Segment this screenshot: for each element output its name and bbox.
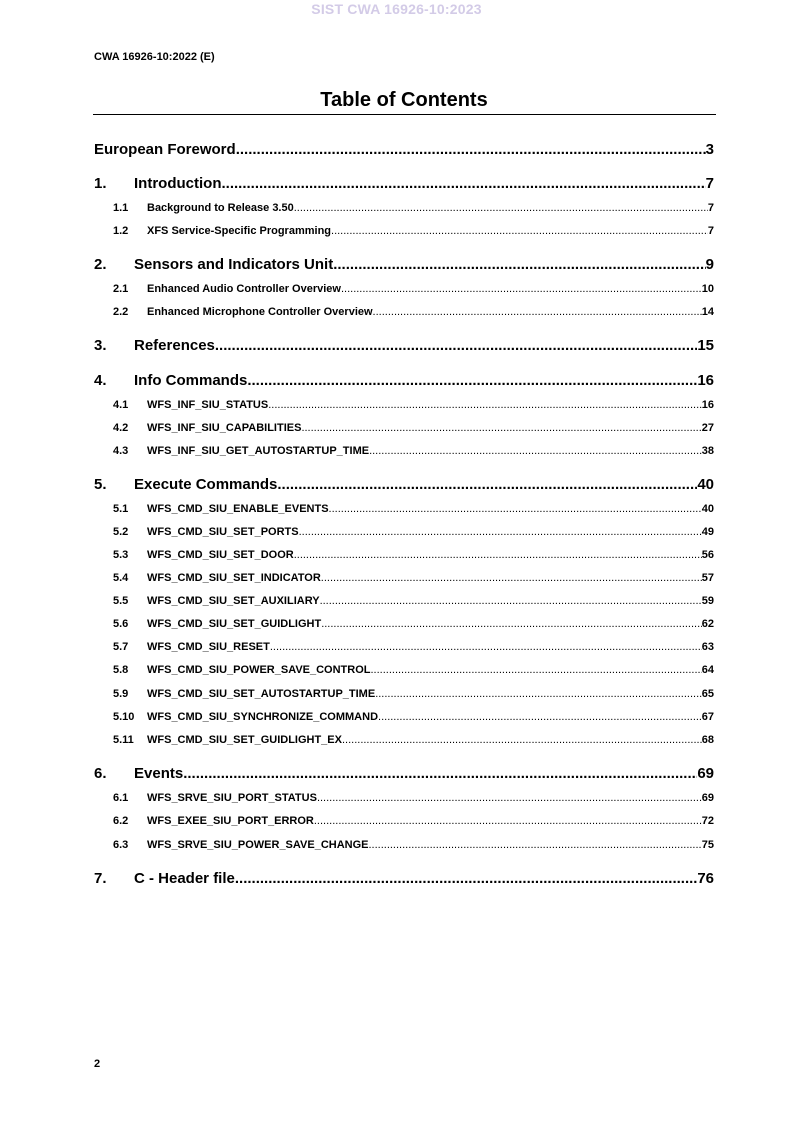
toc-entry[interactable] [94, 201, 714, 215]
toc-entry-number: 6. [94, 765, 107, 782]
toc-entry-number: 4. [94, 372, 107, 389]
dot-leader [294, 201, 708, 215]
toc-entry-number: 5.4 [113, 572, 129, 584]
toc-entry-label: WFS_CMD_SIU_SET_GUIDLIGHT [147, 618, 322, 630]
toc-entry[interactable] [94, 421, 714, 435]
toc-entry-label: WFS_CMD_SIU_SET_INDICATOR [147, 572, 321, 584]
toc-entry[interactable] [94, 765, 714, 783]
toc-entry-number: 4.2 [113, 422, 129, 434]
toc-entry-page: 7 [707, 202, 714, 214]
toc-entry-number: 5.1 [113, 503, 129, 515]
toc-entry[interactable] [94, 502, 714, 516]
toc-entry-label: WFS_CMD_SIU_SET_GUIDLIGHT_EX [147, 734, 342, 746]
dot-leader [314, 814, 702, 828]
toc-entry-number: 6.2 [113, 815, 129, 827]
toc-entry-page: 38 [701, 445, 714, 457]
toc-entry-number: 5.10 [113, 711, 135, 723]
toc-entry[interactable] [94, 398, 714, 412]
dot-leader [215, 337, 697, 355]
toc-entry-page: 62 [701, 618, 714, 630]
toc-entry[interactable] [94, 594, 714, 608]
document-reference: CWA 16926-10:2022 (E) [94, 51, 215, 63]
toc-entry-label: WFS_CMD_SIU_SET_PORTS [147, 526, 299, 538]
toc-entry[interactable] [94, 710, 714, 724]
toc-entry[interactable] [94, 640, 714, 654]
dot-leader [221, 175, 705, 193]
toc-entry[interactable] [94, 838, 714, 852]
toc-entry-page: 14 [701, 306, 714, 318]
toc-entry[interactable] [94, 305, 714, 319]
toc-entry-number: 5.11 [113, 734, 134, 746]
toc-entry-number: 5. [94, 476, 107, 493]
toc-entry-label: WFS_INF_SIU_STATUS [147, 399, 269, 411]
dot-leader [369, 444, 702, 458]
toc-entry-page: 75 [701, 839, 714, 851]
toc-entry[interactable] [94, 617, 714, 631]
dot-leader [333, 256, 705, 274]
toc-entry-label: WFS_INF_SIU_CAPABILITIES [147, 422, 302, 434]
toc-entry-page: 67 [701, 711, 714, 723]
dot-leader [317, 791, 702, 805]
toc-entry-label: Sensors and Indicators Unit [134, 256, 334, 273]
toc-entry[interactable] [94, 175, 714, 193]
dot-leader [341, 282, 702, 296]
toc-entry[interactable] [94, 256, 714, 274]
toc-entry[interactable] [94, 141, 714, 159]
toc-entry-number: 6.3 [113, 839, 129, 851]
toc-entry-page: 16 [701, 399, 714, 411]
toc-entry-label: WFS_CMD_SIU_ENABLE_EVENTS [147, 503, 329, 515]
dot-leader [375, 687, 702, 701]
toc-entry-label: WFS_CMD_SIU_SET_AUTOSTARTUP_TIME [147, 688, 376, 700]
toc-entry-number: 2.1 [113, 283, 129, 295]
toc-entry-label: WFS_CMD_SIU_RESET [147, 641, 270, 653]
dot-leader [235, 870, 697, 888]
toc-entry-label: WFS_INF_SIU_GET_AUTOSTARTUP_TIME [147, 445, 370, 457]
toc-entry-number: 7. [94, 870, 107, 887]
toc-entry[interactable] [94, 337, 714, 355]
toc-entry-page: 49 [701, 526, 714, 538]
dot-leader [329, 502, 702, 516]
toc-entry-label: WFS_CMD_SIU_SET_AUXILIARY [147, 595, 320, 607]
toc-entry-number: 5.8 [113, 664, 129, 676]
dot-leader [321, 617, 702, 631]
toc-entry-number: 5.5 [113, 595, 129, 607]
toc-entry[interactable] [94, 870, 714, 888]
toc-entry-number: 1.1 [113, 202, 129, 214]
toc-entry-number: 4.1 [113, 399, 129, 411]
toc-entry-page: 9 [705, 256, 714, 273]
toc-entry-page: 59 [701, 595, 714, 607]
toc-entry-label: Info Commands [134, 372, 248, 389]
toc-entry-page: 16 [697, 372, 714, 389]
toc-entry-page: 69 [697, 765, 714, 782]
toc-entry-label: Background to Release 3.50 [147, 202, 294, 214]
toc-entry-label: Events [134, 765, 184, 782]
toc-entry-page: 3 [705, 141, 714, 158]
dot-leader [268, 398, 702, 412]
toc-entry[interactable] [94, 548, 714, 562]
toc-entry-label: WFS_CMD_SIU_SYNCHRONIZE_COMMAND [147, 711, 379, 723]
dot-leader [294, 548, 702, 562]
toc-entry[interactable] [94, 733, 714, 747]
toc-entry[interactable] [94, 372, 714, 390]
toc-entry-page: 40 [701, 503, 714, 515]
toc-entry-page: 7 [705, 175, 714, 192]
toc-entry-label: WFS_SRVE_SIU_PORT_STATUS [147, 792, 317, 804]
toc-entry-label: Introduction [134, 175, 222, 192]
page-number: 2 [94, 1058, 101, 1070]
dot-leader [247, 372, 697, 390]
toc-entry-label: WFS_SRVE_SIU_POWER_SAVE_CHANGE [147, 839, 369, 851]
toc-entry-page: 40 [697, 476, 714, 493]
toc-entry-number: 5.9 [113, 688, 129, 700]
toc-entry-page: 76 [697, 870, 714, 887]
toc-entry[interactable] [94, 687, 714, 701]
toc-entry-label: European Foreword [94, 141, 236, 158]
toc-entry-page: 65 [701, 688, 714, 700]
dot-leader [331, 224, 708, 238]
dot-leader [277, 476, 697, 494]
toc-entry-label: Enhanced Audio Controller Overview [147, 283, 341, 295]
toc-entry[interactable] [94, 791, 714, 805]
toc-entry-number: 1.2 [113, 225, 129, 237]
dot-leader [373, 305, 702, 319]
toc-entry-number: 4.3 [113, 445, 129, 457]
dot-leader [301, 421, 701, 435]
toc-entry-page: 57 [701, 572, 714, 584]
toc-entry[interactable] [94, 444, 714, 458]
toc-entry-page: 72 [701, 815, 714, 827]
toc-entry[interactable] [94, 571, 714, 585]
dot-leader [320, 594, 702, 608]
dot-leader [368, 838, 701, 852]
dot-leader [183, 765, 697, 783]
toc-entry-page: 64 [701, 664, 714, 676]
toc-entry-number: 5.3 [113, 549, 129, 561]
dot-leader [270, 640, 702, 654]
title-divider [93, 114, 716, 115]
toc-entry-label: Execute Commands [134, 476, 278, 493]
toc-entry-number: 5.6 [113, 618, 129, 630]
toc-entry[interactable] [94, 282, 714, 296]
toc-entry-label: WFS_EXEE_SIU_PORT_ERROR [147, 815, 314, 827]
toc-entry-label: C - Header file [134, 870, 235, 887]
toc-entry-label: WFS_CMD_SIU_POWER_SAVE_CONTROL [147, 664, 371, 676]
toc-entry-number: 5.2 [113, 526, 129, 538]
toc-entry[interactable] [94, 476, 714, 494]
watermark: SIST CWA 16926-10:2023 [311, 1, 482, 17]
toc-entry-number: 2.2 [113, 306, 129, 318]
toc-entry-page: 69 [701, 792, 714, 804]
dot-leader [371, 663, 702, 677]
toc-entry-page: 27 [701, 422, 714, 434]
toc-entry-page: 7 [707, 225, 714, 237]
dot-leader [378, 710, 702, 724]
toc-entry-label: XFS Service-Specific Programming [147, 225, 332, 237]
toc-entry-number: 6.1 [113, 792, 129, 804]
dot-leader [321, 571, 702, 585]
toc-entry-number: 5.7 [113, 641, 129, 653]
dot-leader [342, 733, 702, 747]
toc-entry-page: 68 [701, 734, 714, 746]
toc-entry-page: 56 [701, 549, 714, 561]
toc-entry-number: 3. [94, 337, 107, 354]
toc-entry-label: WFS_CMD_SIU_SET_DOOR [147, 549, 294, 561]
toc-title: Table of Contents [320, 89, 488, 111]
dot-leader [299, 525, 702, 539]
toc-entry-number: 1. [94, 175, 107, 192]
toc-entry-number: 2. [94, 256, 107, 273]
toc-entry[interactable] [94, 663, 714, 677]
toc-entry[interactable] [94, 224, 714, 238]
toc-entry-label: Enhanced Microphone Controller Overview [147, 306, 373, 318]
toc-entry[interactable] [94, 814, 714, 828]
toc-entry-page: 10 [701, 283, 714, 295]
toc-entry-page: 63 [701, 641, 714, 653]
toc-entry-label: References [134, 337, 215, 354]
dot-leader [236, 141, 706, 159]
toc-entry[interactable] [94, 525, 714, 539]
toc-entry-page: 15 [697, 337, 714, 354]
